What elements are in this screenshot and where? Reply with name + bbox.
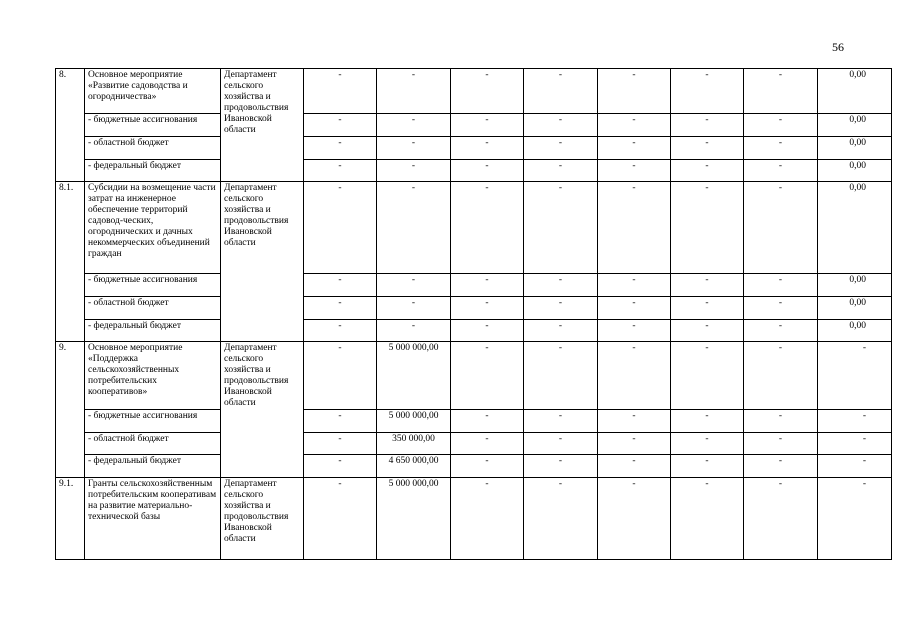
item-name-cell: - бюджетные ассигнования (85, 274, 221, 297)
value-cell: - (671, 274, 744, 297)
department-cell: Департамент сельского хозяйства и продовольствия Ивановской области (221, 342, 304, 478)
value-cell: - (744, 297, 818, 320)
value-cell: - (598, 69, 671, 114)
value-cell: - (451, 114, 524, 137)
value-cell: - (377, 182, 451, 274)
value-cell: - (744, 410, 818, 433)
value-cell: - (377, 160, 451, 182)
value-cell: - (524, 478, 598, 560)
value-cell: - (598, 160, 671, 182)
value-cell: - (304, 433, 377, 455)
value-cell: - (818, 410, 892, 433)
value-cell: - (598, 433, 671, 455)
value-cell: - (451, 182, 524, 274)
value-cell: - (304, 478, 377, 560)
row-number-cell: 8. (56, 69, 85, 182)
value-cell: - (304, 274, 377, 297)
value-cell: - (377, 297, 451, 320)
value-cell: 0,00 (818, 320, 892, 342)
table-row (56, 69, 892, 114)
page-number: 56 (832, 40, 844, 54)
value-cell: - (524, 410, 598, 433)
value-cell: - (304, 114, 377, 137)
item-name-cell: - федеральный бюджет (85, 455, 221, 478)
value-cell: - (451, 160, 524, 182)
item-name-cell: Субсидии на возмещение части затрат на инженерное обеспечение территорий садовод-ческих, огороднических и дачных некоммерческих объединений граждан (85, 182, 221, 274)
item-name-cell: - областной бюджет (85, 137, 221, 160)
value-cell: - (524, 274, 598, 297)
value-cell: - (524, 182, 598, 274)
value-cell: - (818, 433, 892, 455)
row-number-cell: 9.1. (56, 478, 85, 560)
item-name-cell: - областной бюджет (85, 433, 221, 455)
row-number-cell: 8.1. (56, 182, 85, 342)
item-name-cell: - бюджетные ассигнования (85, 114, 221, 137)
item-name-cell: Гранты сельскохозяйственным потребительским кооперативам на развитие материально-технической базы (85, 478, 221, 560)
value-cell: 4 650 000,00 (377, 455, 451, 478)
value-cell: - (304, 410, 377, 433)
value-cell: - (744, 69, 818, 114)
table-row (56, 114, 892, 137)
value-cell: - (598, 410, 671, 433)
value-cell: - (304, 182, 377, 274)
table-row (56, 297, 892, 320)
value-cell: - (524, 137, 598, 160)
value-cell: - (744, 478, 818, 560)
value-cell: - (377, 69, 451, 114)
department-cell: Департамент сельского хозяйства и продовольствия Ивановской области (221, 182, 304, 342)
value-cell: - (451, 274, 524, 297)
value-cell: - (377, 274, 451, 297)
value-cell: - (304, 320, 377, 342)
value-cell: - (671, 69, 744, 114)
value-cell: - (744, 320, 818, 342)
value-cell: - (671, 478, 744, 560)
value-cell: - (451, 297, 524, 320)
value-cell: - (451, 433, 524, 455)
value-cell: - (451, 320, 524, 342)
item-name-cell: - областной бюджет (85, 297, 221, 320)
value-cell: - (671, 342, 744, 410)
value-cell: - (744, 274, 818, 297)
value-cell: 0,00 (818, 160, 892, 182)
value-cell: - (598, 342, 671, 410)
value-cell: - (818, 455, 892, 478)
item-name-cell: - федеральный бюджет (85, 160, 221, 182)
value-cell: - (304, 160, 377, 182)
table-row (56, 478, 892, 560)
value-cell: - (524, 160, 598, 182)
table-body (56, 69, 892, 560)
value-cell: - (671, 297, 744, 320)
table-row (56, 455, 892, 478)
value-cell: - (304, 137, 377, 160)
value-cell: - (671, 410, 744, 433)
value-cell: - (524, 433, 598, 455)
value-cell: - (744, 137, 818, 160)
value-cell: - (598, 320, 671, 342)
item-name-cell: - бюджетные ассигнования (85, 410, 221, 433)
value-cell: - (524, 297, 598, 320)
item-name-cell: - федеральный бюджет (85, 320, 221, 342)
value-cell: - (451, 410, 524, 433)
value-cell: - (744, 433, 818, 455)
value-cell: - (598, 114, 671, 137)
value-cell: - (377, 320, 451, 342)
value-cell: - (671, 160, 744, 182)
value-cell: - (451, 342, 524, 410)
value-cell: - (451, 478, 524, 560)
value-cell: - (304, 455, 377, 478)
value-cell: - (744, 342, 818, 410)
value-cell: 0,00 (818, 69, 892, 114)
table-row (56, 274, 892, 297)
table-row (56, 410, 892, 433)
budget-table (55, 68, 892, 560)
value-cell: 0,00 (818, 182, 892, 274)
value-cell: - (598, 478, 671, 560)
value-cell: 5 000 000,00 (377, 410, 451, 433)
table-row (56, 160, 892, 182)
value-cell: - (598, 297, 671, 320)
value-cell: 350 000,00 (377, 433, 451, 455)
value-cell: - (671, 114, 744, 137)
value-cell: - (671, 182, 744, 274)
table-row (56, 137, 892, 160)
value-cell: - (818, 478, 892, 560)
value-cell: - (671, 433, 744, 455)
item-name-cell: Основное мероприятие «Развитие садоводства и огородничества» (85, 69, 221, 114)
value-cell: 5 000 000,00 (377, 342, 451, 410)
value-cell: - (451, 69, 524, 114)
value-cell: - (598, 455, 671, 478)
value-cell: - (744, 455, 818, 478)
value-cell: - (524, 320, 598, 342)
value-cell: - (671, 320, 744, 342)
row-number-cell: 9. (56, 342, 85, 478)
value-cell: - (744, 160, 818, 182)
value-cell: - (451, 455, 524, 478)
department-cell: Департамент сельского хозяйства и продовольствия Ивановской области (221, 69, 304, 182)
value-cell: - (524, 114, 598, 137)
value-cell: - (598, 182, 671, 274)
value-cell: - (818, 342, 892, 410)
value-cell: - (671, 137, 744, 160)
value-cell: - (304, 297, 377, 320)
value-cell: 0,00 (818, 114, 892, 137)
value-cell: - (451, 137, 524, 160)
table-row (56, 320, 892, 342)
value-cell: - (671, 455, 744, 478)
value-cell: - (304, 342, 377, 410)
value-cell: - (377, 137, 451, 160)
value-cell: 0,00 (818, 297, 892, 320)
item-name-cell: Основное мероприятие «Поддержка сельскохозяйственных потребительских кооперативов» (85, 342, 221, 410)
value-cell: - (744, 182, 818, 274)
value-cell: - (598, 137, 671, 160)
value-cell: 5 000 000,00 (377, 478, 451, 560)
value-cell: - (524, 455, 598, 478)
value-cell: - (744, 114, 818, 137)
value-cell: - (598, 274, 671, 297)
table-row (56, 342, 892, 410)
value-cell: 0,00 (818, 274, 892, 297)
value-cell: 0,00 (818, 137, 892, 160)
department-cell: Департамент сельского хозяйства и продовольствия Ивановской области (221, 478, 304, 560)
value-cell: - (304, 69, 377, 114)
value-cell: - (524, 342, 598, 410)
table-row (56, 433, 892, 455)
table-row (56, 182, 892, 274)
value-cell: - (524, 69, 598, 114)
value-cell: - (377, 114, 451, 137)
